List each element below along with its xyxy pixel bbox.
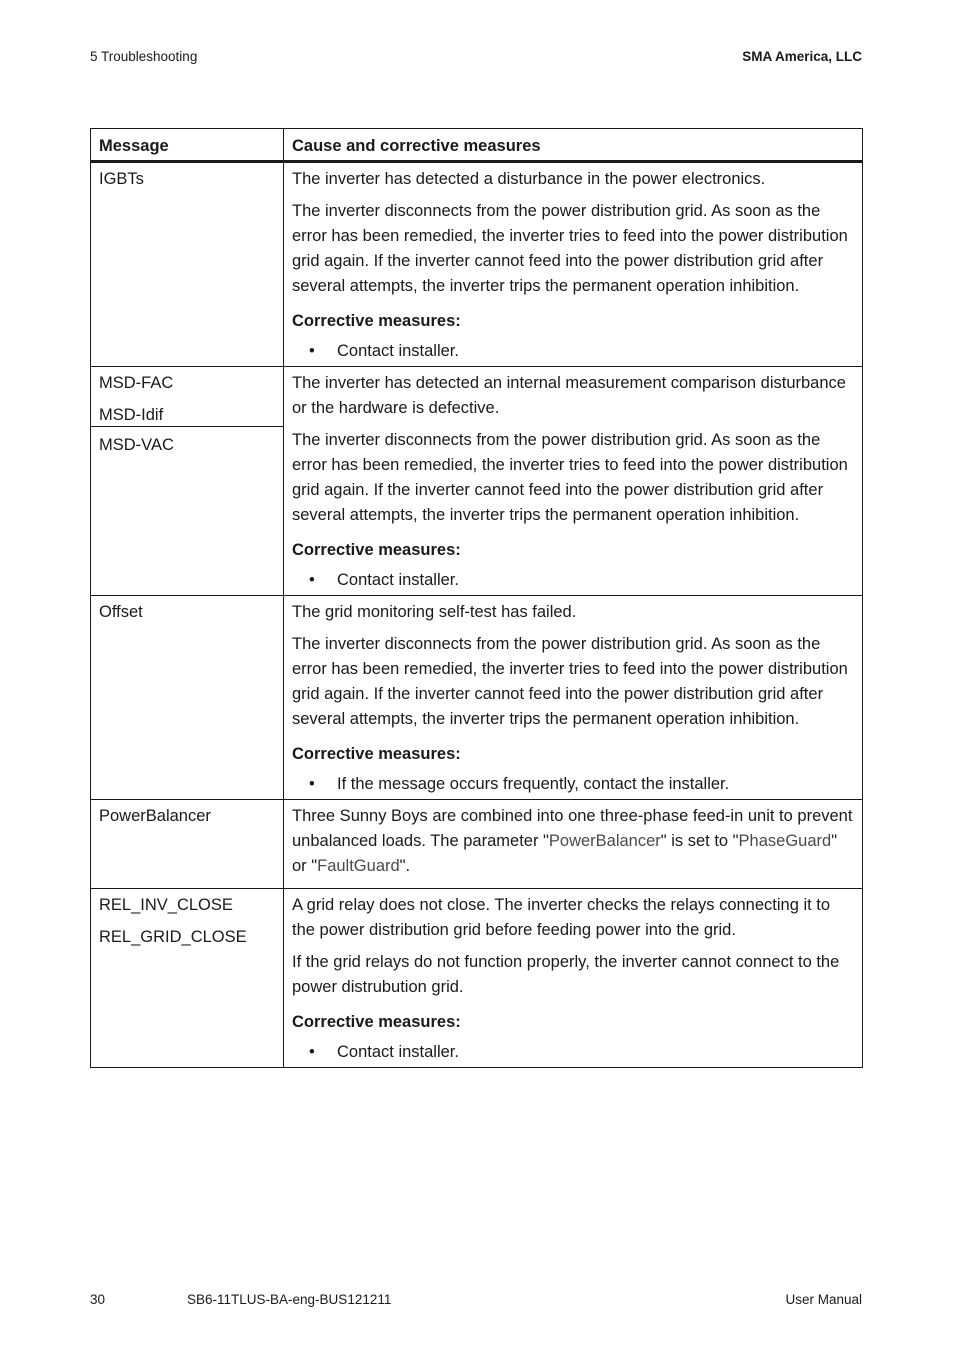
header-company: SMA America, LLC <box>742 49 862 64</box>
message-cell <box>91 889 284 1068</box>
cause-text-part: " is set to " <box>660 832 739 850</box>
measures-list <box>292 772 854 797</box>
corrective-measures-label: Corrective measures: <box>292 541 461 559</box>
cause-text-part: " or " <box>292 832 838 875</box>
cause-cell <box>284 367 863 596</box>
bullet-icon: • <box>309 342 315 360</box>
detail-text: The inverter disconnects from the power distribution grid. As soon as the error has been remedied, the inverter tries to feed into the power distribution grid again. If the inverter cannot feed into the power distribution grid after several attempts, the inverter trips the permanent operation inhibition. <box>292 202 848 295</box>
corrective-measures-label: Corrective measures: <box>292 312 461 330</box>
column-header-cause: Cause and corrective measures <box>284 129 863 162</box>
parameter-value: PhaseGuard <box>738 832 832 850</box>
message-code: REL_INV_CLOSE <box>99 896 233 914</box>
bullet-icon: • <box>309 571 315 589</box>
table-row <box>91 162 863 367</box>
cause-cell <box>284 162 863 367</box>
list-item <box>292 1040 854 1065</box>
measure-text: Contact installer. <box>337 571 459 589</box>
message-code: MSD-Idif <box>99 406 164 424</box>
message-cell <box>91 367 284 596</box>
list-item <box>292 772 854 797</box>
message-cell <box>91 162 284 367</box>
message-code: PowerBalancer <box>99 807 211 825</box>
cause-text-part: Three Sunny Boys are combined into one three-phase feed-in unit to prevent unbalanced loads. The parameter " <box>292 807 853 850</box>
table-row <box>91 889 863 1068</box>
detail-text: If the grid relays do not function properly, the inverter cannot connect to the power distrubution grid. <box>292 953 840 996</box>
list-item <box>292 339 854 364</box>
header-section: 5 Troubleshooting <box>90 49 198 64</box>
measures-list <box>292 568 854 593</box>
cause-text: The inverter has detected an internal measurement comparison disturbance or the hardware is defective. <box>292 374 846 417</box>
message-code: Offset <box>99 603 143 621</box>
message-code: REL_GRID_CLOSE <box>99 928 247 946</box>
cause-text: The grid monitoring self-test has failed. <box>292 603 577 621</box>
footer-manual-label: User Manual <box>785 1292 862 1307</box>
message-group <box>91 367 283 427</box>
parameter-name: PowerBalancer <box>548 832 661 850</box>
measure-text: Contact installer. <box>337 1043 459 1061</box>
footer-page-number: 30 <box>90 1292 106 1307</box>
corrective-measures-label: Corrective measures: <box>292 745 461 763</box>
detail-text: The inverter disconnects from the power distribution grid. As soon as the error has been remedied, the inverter tries to feed into the power distribution grid again. If the inverter cannot feed into the power distribution grid after several attempts, the inverter trips the permanent operation inhibition. <box>292 431 848 524</box>
footer-document-id: SB6-11TLUS-BA-eng-BUS121211 <box>187 1292 392 1307</box>
measures-list <box>292 339 854 364</box>
table-row <box>91 596 863 800</box>
table-row <box>91 800 863 889</box>
cause-cell <box>284 596 863 800</box>
message-cell <box>91 800 284 889</box>
message-code: MSD-VAC <box>99 436 174 454</box>
cause-text: The inverter has detected a disturbance in the power electronics. <box>292 170 766 188</box>
measure-text: If the message occurs frequently, contact the installer. <box>337 775 730 793</box>
cause-text <box>292 804 854 879</box>
list-item <box>292 568 854 593</box>
message-code: IGBTs <box>99 170 144 188</box>
measure-text: Contact installer. <box>337 342 459 360</box>
parameter-value: FaultGuard <box>317 857 400 875</box>
cause-cell <box>284 800 863 889</box>
bullet-icon: • <box>309 1043 315 1061</box>
cause-cell <box>284 889 863 1068</box>
column-header-message: Message <box>91 129 284 162</box>
measures-list <box>292 1040 854 1065</box>
bullet-icon: • <box>309 775 315 793</box>
table-row <box>91 367 863 596</box>
message-code: MSD-FAC <box>99 374 174 392</box>
troubleshooting-table <box>90 128 863 1068</box>
cause-text: A grid relay does not close. The inverter checks the relays connecting it to the power distribution grid before feeding power into the grid. <box>292 896 831 939</box>
table-header-row <box>91 129 863 162</box>
cause-text-part: ". <box>399 857 411 875</box>
detail-text: The inverter disconnects from the power distribution grid. As soon as the error has been remedied, the inverter tries to feed into the power distribution grid again. If the inverter cannot feed into the power distribution grid after several attempts, the inverter trips the permanent operation inhibition. <box>292 635 848 728</box>
message-cell <box>91 596 284 800</box>
corrective-measures-label: Corrective measures: <box>292 1013 461 1031</box>
